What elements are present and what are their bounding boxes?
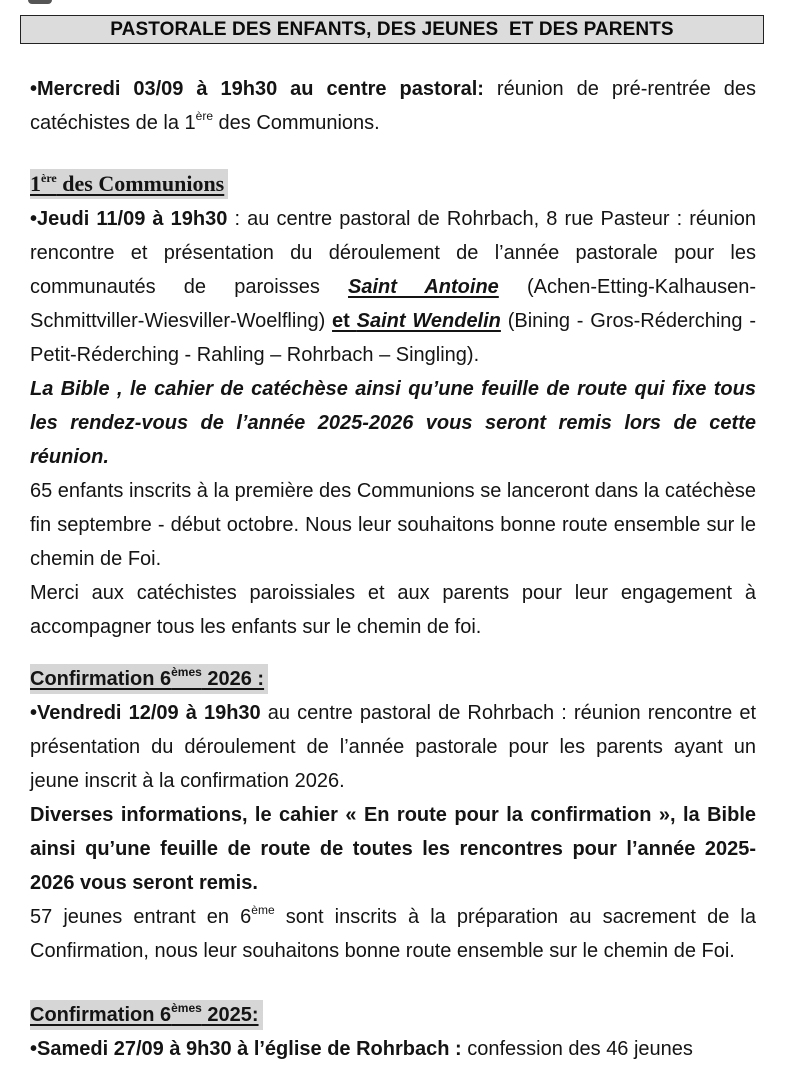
section-first-communion bbox=[30, 168, 756, 644]
notice-paragraph: Diverses informations, le cahier « En route pour la confirmation », la Bible ainsi qu’une feuille de route de toutes les rencontres pour l’année 2025-2026 vous seront remis. bbox=[30, 804, 756, 894]
parish-saint-wendelin-prefix: et bbox=[332, 310, 357, 332]
page-corner-mark bbox=[28, 0, 52, 4]
intro-text: réunion de pré-rentrée des catéchistes de la 1 bbox=[30, 78, 757, 134]
page-title-banner bbox=[20, 15, 764, 44]
parish-saint-antoine: Saint Antoine bbox=[348, 276, 499, 298]
body-paragraph: Merci aux catéchistes paroissiales et aux parents pour leur engagement à accompagner tous les enfants sur le chemin de foi. bbox=[30, 582, 756, 638]
intro-text-end: des Communions. bbox=[213, 112, 380, 134]
intro-sup: ère bbox=[195, 109, 213, 123]
event-date: Samedi 27/09 à 9h30 à l’église de Rohrbach : bbox=[37, 1038, 462, 1060]
event-paragraph: •Jeudi 11/09 à 19h30 : au centre pastoral de Rohrbach, 8 rue Pasteur : réunion rencontre et présentation du déroulement de l’année pastorale pour les communautés de paroisses Saint Antoine (Achen-Etting-Kalhausen-Schmittviller-Wiesviller-Woelfling) et Saint Wendelin (Bining - Gros-Réderching - Petit-Réderching - Rahling – Rohrbach – Singling). bbox=[30, 208, 757, 366]
event-paragraph: •Samedi 27/09 à 9h30 à l’église de Rohrbach : confession des 46 jeunes bbox=[30, 1038, 693, 1060]
event-date: Vendredi 12/09 à 19h30 bbox=[37, 702, 261, 724]
notice-paragraph: La Bible , le cahier de catéchèse ainsi qu’une feuille de route qui fixe tous les rendez-vous de l’année 2025-2026 vous seront remis lors de cette réunion. bbox=[30, 378, 756, 468]
intro-date: Mercredi 03/09 à 19h30 au centre pastoral: bbox=[37, 78, 484, 100]
section-heading: Confirmation 6èmes 2026 : bbox=[30, 664, 268, 694]
event-date: Jeudi 11/09 à 19h30 bbox=[37, 208, 228, 230]
bullet: • bbox=[30, 78, 38, 100]
intro-paragraph bbox=[30, 72, 756, 140]
section-heading: Confirmation 6èmes 2025: bbox=[30, 1000, 263, 1030]
event-paragraph: •Vendredi 12/09 à 19h30 au centre pastoral de Rohrbach : réunion rencontre et présentation du déroulement de l’année pastorale pour les parents ayant un jeune inscrit à la confirmation 2026. bbox=[30, 702, 757, 792]
body-paragraph: 57 jeunes entrant en 6ème sont inscrits à la préparation au sacrement de la Confirmation, nous leur souhaitons bonne route ensemble sur le chemin de Foi. bbox=[30, 903, 756, 962]
body-paragraph: 65 enfants inscrits à la première des Communions se lanceront dans la catéchèse fin septembre - début octobre. Nous leur souhaitons bonne route ensemble sur le chemin de Foi. bbox=[30, 480, 756, 570]
section-confirmation-2025 bbox=[30, 998, 756, 1066]
section-heading: 1ère des Communions bbox=[30, 169, 228, 199]
section-confirmation-2026 bbox=[30, 662, 756, 968]
parish-saint-wendelin: Saint Wendelin bbox=[356, 310, 501, 332]
bulletin-content bbox=[30, 72, 756, 1066]
page-title: PASTORALE DES ENFANTS, DES JEUNES ET DES PARENTS bbox=[110, 18, 674, 40]
